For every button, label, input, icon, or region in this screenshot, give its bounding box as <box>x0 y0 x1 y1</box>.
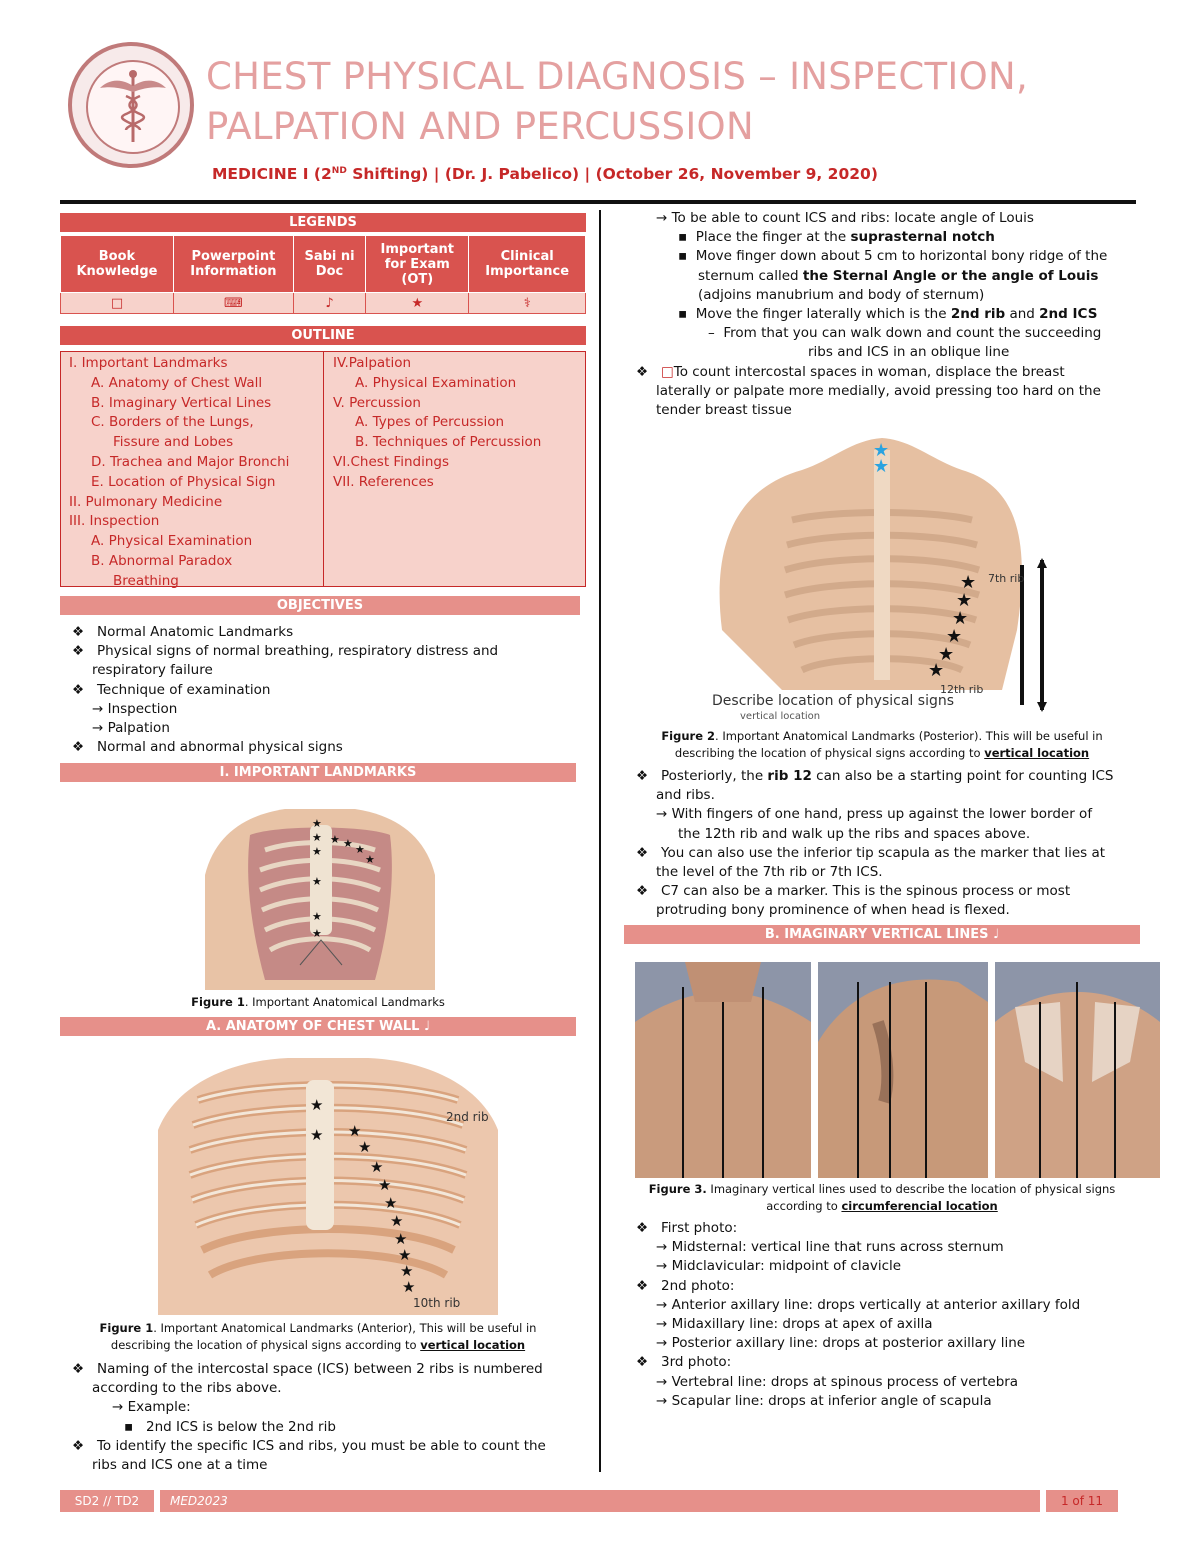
figure-2-overlay-title: Describe location of physical signs <box>712 693 955 709</box>
svg-text:★: ★ <box>384 1194 398 1212</box>
svg-text:★: ★ <box>390 1212 404 1230</box>
figure-1b-caption: Figure 1. Important Anatomical Landmarks (Anterior), This will be useful in describing the location of physical signs according to vertical location <box>99 1321 537 1352</box>
svg-text:★: ★ <box>378 1176 392 1194</box>
legend-clinical: Clinical Importance <box>469 236 586 293</box>
figure-2-caption: Figure 2. Important Anatomical Landmarks (Posterior). This will be useful in describing the location of physical signs according to vertical location <box>661 729 1103 760</box>
legend-sabi-ni-doc: Sabi ni Doc <box>293 236 365 293</box>
objectives-title: OBJECTIVES <box>60 596 580 615</box>
svg-text:★: ★ <box>873 456 890 477</box>
svg-text:★: ★ <box>370 1158 384 1176</box>
section-imaginary-vertical-lines: B. IMAGINARY VERTICAL LINES ♩ <box>624 925 1140 944</box>
page-title: CHEST PHYSICAL DIAGNOSIS – INSPECTION, PALPATION AND PERCUSSION <box>206 55 1029 148</box>
right-mid-text: ❖ Posteriorly, the rib 12 can also be a starting point for counting ICS and ribs. → With fingers of one hand, press up against the lower border of the 12th rib and walk up the ribs and spaces above. ❖ You can also use the inferior tip scapula as the marker that lies at the level of the 7th rib or 7th ICS. ❖ C7 can also be a marker. This is the spinous process or most protruding bony prominence of when head is flexed. <box>636 768 1114 919</box>
figure-3-photo-lateral <box>818 962 988 1178</box>
outline-left-column: I. Important Landmarks A. Anatomy of Chest Wall B. Imaginary Vertical Lines C. Borders of the Lungs, Fissure and Lobes D. Trachea and Major Bronchi E. Location of Physical Sign II. Pulmonary Medicine III. Inspection A. Physical Examination B. Abnormal Paradox Breathing <box>69 355 290 589</box>
svg-text:★: ★ <box>956 590 973 611</box>
figure-2-overlay-sub: vertical location <box>740 711 821 722</box>
svg-text:★: ★ <box>312 817 322 830</box>
caduceus-icon: ⚕ <box>469 293 586 314</box>
svg-text:★: ★ <box>312 910 322 923</box>
svg-text:★: ★ <box>946 626 963 647</box>
figure-3-photo-posterior <box>995 962 1160 1178</box>
rib-label-10th: 10th rib <box>413 1296 461 1310</box>
svg-text:★: ★ <box>358 1138 372 1156</box>
svg-text:★: ★ <box>312 845 322 858</box>
svg-text:★: ★ <box>398 1246 412 1264</box>
figure-3-photo-anterior <box>635 962 811 1178</box>
rib-label-2nd: 2nd rib <box>446 1110 489 1124</box>
header-divider <box>60 200 1136 204</box>
legend-powerpoint: Powerpoint Information <box>173 236 293 293</box>
keyboard-icon: ⌨ <box>173 293 293 314</box>
footer-section-label: SD2 // TD2 <box>60 1490 154 1512</box>
right-bottom-text: ❖ First photo: → Midsternal: vertical line that runs across sternum → Midclavicular: midpoint of clavicle ❖ 2nd photo: → Anterior axillary line: drops vertically at anterior axillary fold → Midaxillary line: drops at apex of axilla → Posterior axillary line: drops at posterior axillary line ❖ 3rd photo: → Vertebral line: drops at spinous process of vertebra → Scapular line: drops at inferior angle of scapula <box>636 1220 1081 1409</box>
figure-3-caption: Figure 3. Imaginary vertical lines used to describe the location of physical signs according to circumferencial location <box>648 1182 1116 1213</box>
right-woman-ics-text: ❖ □To count intercostal spaces in woman, displace the breast laterally or palpate more medially, avoid pressing too hard on the tender breast tissue <box>636 364 1101 419</box>
column-divider <box>599 210 601 1472</box>
music-note-icon: ♪ <box>293 293 365 314</box>
svg-text:★: ★ <box>960 572 977 593</box>
figure-1-caption: Figure 1. Important Anatomical Landmarks <box>191 995 445 1009</box>
svg-text:★: ★ <box>348 1122 362 1140</box>
rib-label-12th: 12th rib <box>940 683 984 696</box>
outline-title: OUTLINE <box>60 326 586 345</box>
section-anatomy-chest-wall: A. ANATOMY OF CHEST WALL ♩ <box>60 1017 576 1036</box>
caduceus-seal-logo <box>68 42 194 168</box>
objectives-list: ❖ Normal Anatomic Landmarks ❖ Physical signs of normal breathing, respiratory distress and respiratory failure ❖ Technique of examination → Inspection → Palpation ❖ Normal and abnormal physical signs <box>72 624 499 756</box>
svg-text:★: ★ <box>355 843 365 856</box>
svg-text:★: ★ <box>394 1230 408 1248</box>
outline-box <box>60 351 586 587</box>
svg-text:★: ★ <box>400 1262 414 1280</box>
book-icon: □ <box>61 293 174 314</box>
legend-important-exam: Important for Exam (OT) <box>366 236 469 293</box>
section-important-landmarks: I. IMPORTANT LANDMARKS <box>60 763 576 782</box>
svg-text:★: ★ <box>312 831 322 844</box>
legends-table <box>60 235 586 314</box>
svg-text:★: ★ <box>402 1278 416 1296</box>
svg-text:★: ★ <box>312 875 322 888</box>
legend-book: Book Knowledge <box>61 236 174 293</box>
svg-text:★: ★ <box>330 833 340 846</box>
svg-text:★: ★ <box>938 644 955 665</box>
book-icon-inline: □ <box>660 364 674 380</box>
figure-1-chest-anterior <box>205 795 435 990</box>
svg-text:★: ★ <box>343 837 353 850</box>
legends-title: LEGENDS <box>60 213 586 232</box>
svg-text:★: ★ <box>928 660 945 681</box>
svg-text:★: ★ <box>312 927 322 940</box>
svg-text:★: ★ <box>952 608 969 629</box>
figure-1-ribcage-anterior <box>158 1040 498 1315</box>
right-top-text: → To be able to count ICS and ribs: locate angle of Louis ▪ Place the finger at the suprasternal notch ▪ Move finger down about 5 cm to horizontal bony ridge of the sternum called the Sternal Angle or the angle of Louis (adjoins manubrium and body of sternum) ▪ Move the finger laterally which is the 2nd rib and 2nd ICS – From that you can walk down and count the succeeding ribs and ICS in an oblique line <box>656 210 1108 361</box>
footer-page-number: 1 of 11 <box>1046 1490 1118 1512</box>
figure-2-back-posterior <box>712 430 1068 726</box>
svg-text:★: ★ <box>365 853 375 866</box>
outline-right-column: IV.Palpation A. Physical Examination V. Percussion A. Types of Percussion B. Techniques of Percussion VI.Chest Findings VII. References <box>333 355 542 490</box>
footer-batch-label: MED2023 <box>160 1490 1040 1512</box>
page-subtitle: MEDICINE I (2ND Shifting) | (Dr. J. Pabelico) | (October 26, November 9, 2020) <box>212 165 878 183</box>
svg-text:★: ★ <box>310 1096 324 1114</box>
left-body-text: ❖ Naming of the intercostal space (ICS) between 2 ribs is numbered according to the ribs above. → Example: ▪ 2nd ICS is below the 2nd rib ❖ To identify the specific ICS and ribs, you must be able to count the ribs and ICS one at a time <box>72 1361 546 1474</box>
svg-text:★: ★ <box>873 440 890 461</box>
star-icon: ★ <box>366 293 469 314</box>
rib-label-7th: 7th rib <box>988 572 1025 585</box>
svg-text:★: ★ <box>310 1126 324 1144</box>
